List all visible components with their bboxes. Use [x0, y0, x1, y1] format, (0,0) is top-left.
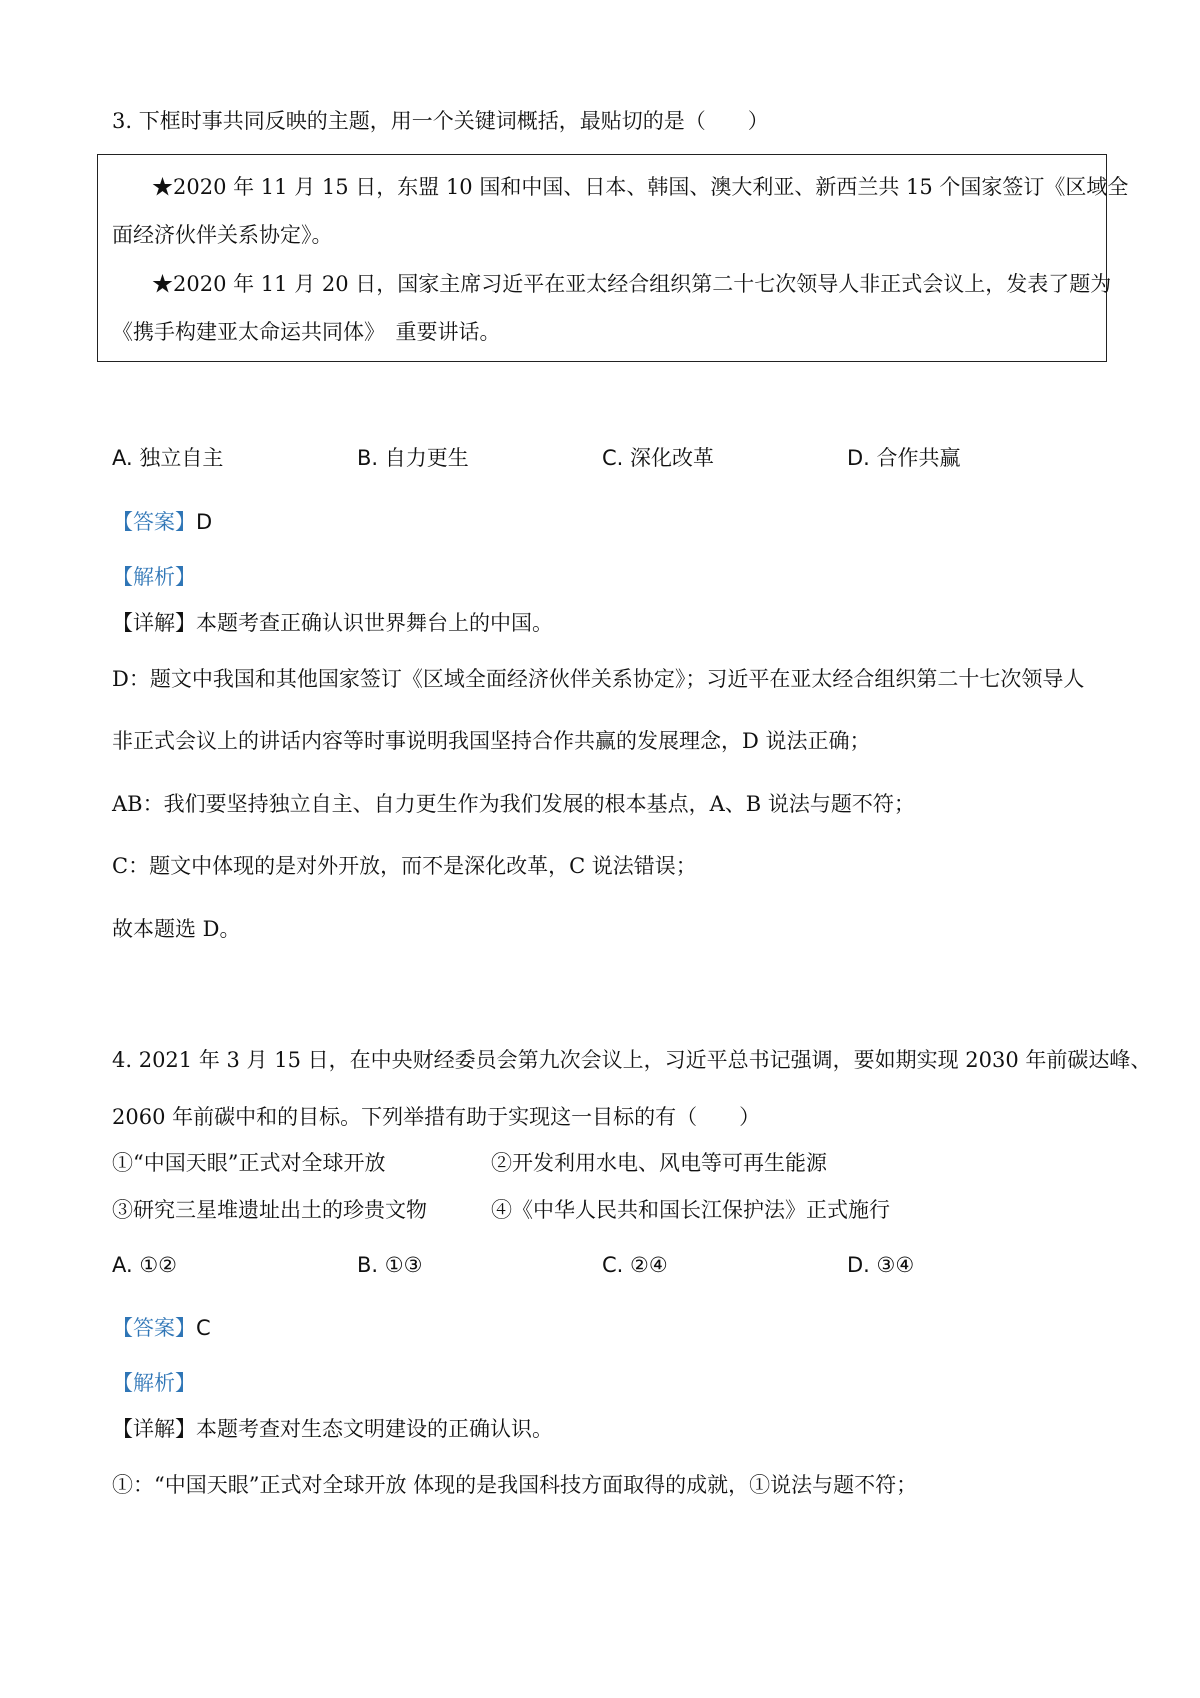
q3-conclusion: 故本题选 D。 [112, 917, 241, 941]
q4-item-1: ①“中国天眼”正式对全球开放 [112, 1151, 386, 1175]
q4-detail: 【详解】本题考查对生态文明建设的正确认识。 [112, 1417, 553, 1441]
q3-explain-4: C：题文中体现的是对外开放，而不是深化改革，C 说法错误； [112, 854, 697, 878]
q3-box-line-2: 面经济伙伴关系协定》。 [112, 223, 333, 247]
q3-explain-3: AB：我们要坚持独立自主、自力更生作为我们发展的根本基点，A、B 说法与题不符； [112, 792, 915, 816]
q4-detail-tag: 【详解】 [112, 1417, 196, 1441]
q4-option-b: B. ①③ [357, 1253, 423, 1277]
q4-option-c: C. ②④ [602, 1253, 668, 1277]
q4-item-4: ④《中华人民共和国长江保护法》正式施行 [491, 1198, 890, 1222]
q4-answer [112, 1314, 211, 1342]
q3-box-line-4: 《携手构建亚太命运共同体》 重要讲话。 [112, 320, 501, 344]
q4-answer-tag: 【答案】 [112, 1316, 196, 1340]
q3-option-d: D. 合作共赢 [847, 446, 961, 470]
q3-option-b: B. 自力更生 [357, 446, 469, 470]
q3-explain-2: 非正式会议上的讲话内容等时事说明我国坚持合作共赢的发展理念，D 说法正确； [112, 729, 871, 753]
q3-option-c: C. 深化改革 [602, 446, 715, 470]
q3-explain-1: D：题文中我国和其他国家签订《区域全面经济伙伴关系协定》；习近平在亚太经合组织第二十七次领导人 [112, 667, 1085, 691]
q4-explain-1: ①：“中国天眼”正式对全球开放 体现的是我国科技方面取得的成就，①说法与题不符； [112, 1473, 918, 1497]
q3-answer-tag: 【答案】 [112, 510, 196, 534]
q4-analysis-tag: 【解析】 [112, 1371, 196, 1395]
q3-detail-tag: 【详解】 [112, 611, 196, 635]
q4-item-2: ②开发利用水电、风电等可再生能源 [491, 1151, 827, 1175]
q4-answer-value: C [196, 1316, 211, 1340]
q4-stem-2: 2060 年前碳中和的目标。下列举措有助于实现这一目标的有（ ） [112, 1105, 761, 1129]
q3-analysis-tag: 【解析】 [112, 565, 196, 589]
q3-answer-value: D [196, 510, 213, 534]
q3-detail: 【详解】本题考查正确认识世界舞台上的中国。 [112, 611, 553, 635]
q3-box-line-1: ★2020 年 11 月 15 日，东盟 10 国和中国、日本、韩国、澳大利亚、新西兰共 15 个国家签订《区域全 [152, 175, 1129, 199]
q3-box-line-3: ★2020 年 11 月 20 日，国家主席习近平在亚太经合组织第二十七次领导人非正式会议上，发表了题为 [152, 272, 1112, 296]
q3-option-a: A. 独立自主 [112, 446, 224, 470]
q4-option-d: D. ③④ [847, 1253, 915, 1277]
q3-stem: 3. 下框时事共同反映的主题，用一个关键词概括，最贴切的是（ ） [112, 109, 769, 133]
q4-stem-1: 4. 2021 年 3 月 15 日，在中央财经委员会第九次会议上，习近平总书记强调，要如期实现 2030 年前碳达峰、 [112, 1048, 1152, 1072]
q3-answer [112, 508, 212, 536]
q4-item-3: ③研究三星堆遗址出土的珍贵文物 [112, 1198, 427, 1222]
q4-option-a: A. ①② [112, 1253, 178, 1277]
